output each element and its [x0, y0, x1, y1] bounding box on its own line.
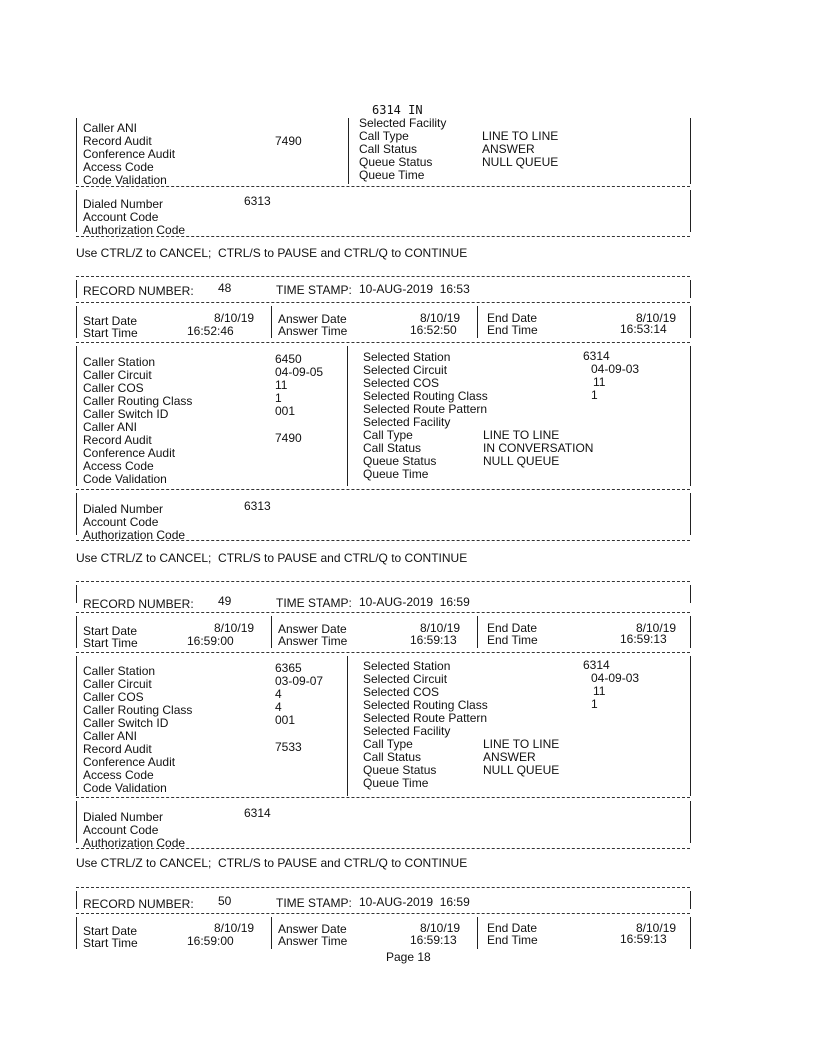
- selected-cos-value: 11: [593, 375, 606, 389]
- selected-cos-label: Selected COS: [363, 685, 440, 699]
- center-divider: [348, 118, 349, 184]
- center-divider: [347, 656, 348, 796]
- record-number-label: RECORD NUMBER:: [83, 897, 194, 911]
- selected-facility-label: Selected Facility: [359, 116, 447, 130]
- caller-routing-class-value: 1: [275, 391, 282, 405]
- caller-cos-value: 11: [275, 378, 288, 392]
- record-number-label: RECORD NUMBER:: [83, 597, 194, 611]
- authorization-code-label: Authorization Code: [83, 223, 186, 237]
- column-divider: [271, 306, 272, 338]
- record-audit-label: Record Audit: [83, 134, 152, 148]
- caller-switch-id-value: 001: [275, 713, 296, 727]
- answer-time-value: 16:59:13: [410, 633, 457, 647]
- center-divider: [347, 346, 348, 486]
- call-type-label: Call Type: [363, 428, 413, 442]
- selected-station-value: 6314: [583, 349, 610, 363]
- right-border: [690, 917, 691, 949]
- queue-time-label: Queue Time: [363, 467, 429, 481]
- caller-station-label: Caller Station: [83, 664, 156, 678]
- record-number-label: RECORD NUMBER:: [83, 284, 194, 298]
- column-divider: [271, 616, 272, 648]
- queue-status-label: Queue Status: [363, 454, 437, 468]
- queue-status-label: Queue Status: [363, 763, 437, 777]
- divider: [76, 581, 690, 582]
- caller-station-value: 6365: [275, 661, 302, 675]
- start-date-value: 8/10/19: [214, 921, 255, 935]
- conference-audit-label: Conference Audit: [83, 446, 176, 460]
- answer-date-value: 8/10/19: [420, 621, 461, 635]
- page-number: Page 18: [386, 950, 431, 964]
- caller-routing-class-label: Caller Routing Class: [83, 394, 193, 408]
- call-status-label: Call Status: [363, 441, 422, 455]
- record-audit-label: Record Audit: [83, 742, 152, 756]
- ctrl-message: Use CTRL/Z to CANCEL; CTRL/S to PAUSE and CTRL/Q to CONTINUE: [76, 246, 468, 260]
- start-date-label: Start Date: [83, 624, 138, 638]
- account-code-label: Account Code: [83, 210, 159, 224]
- record-audit-value: 7490: [275, 431, 302, 445]
- partial-header-line: 6314 IN: [372, 103, 423, 117]
- queue-time-label: Queue Time: [359, 168, 425, 182]
- answer-time-value: 16:59:13: [410, 933, 457, 947]
- account-code-label: Account Code: [83, 823, 159, 837]
- call-status-value: ANSWER: [483, 750, 536, 764]
- caller-switch-id-label: Caller Switch ID: [83, 407, 169, 421]
- caller-station-value: 6450: [275, 352, 302, 366]
- answer-time-label: Answer Time: [278, 934, 348, 948]
- left-border: [76, 801, 77, 843]
- end-time-value: 16:59:13: [620, 932, 667, 946]
- caller-cos-label: Caller COS: [83, 690, 144, 704]
- divider: [76, 612, 690, 613]
- authorization-code-label: Authorization Code: [83, 836, 186, 850]
- start-time-value: 16:59:00: [187, 634, 234, 648]
- record-number-value: 50: [218, 894, 232, 908]
- column-divider: [477, 306, 478, 338]
- selected-routing-class-label: Selected Routing Class: [363, 389, 488, 403]
- start-time-value: 16:59:00: [187, 934, 234, 948]
- access-code-label: Access Code: [83, 459, 154, 473]
- call-type-value: LINE TO LINE: [482, 129, 559, 143]
- divider: [76, 342, 690, 343]
- selected-circuit-value: 04-09-03: [591, 671, 640, 685]
- answer-date-value: 8/10/19: [420, 921, 461, 935]
- start-date-value: 8/10/19: [214, 311, 255, 325]
- dialed-number-value: 6314: [244, 806, 271, 820]
- queue-time-label: Queue Time: [363, 776, 429, 790]
- time-stamp-value: 10-AUG-2019 16:53: [359, 282, 470, 296]
- caller-ani-label: Caller ANI: [83, 420, 138, 434]
- record-audit-label: Record Audit: [83, 433, 152, 447]
- dialed-number-value: 6313: [244, 194, 271, 208]
- code-validation-label: Code Validation: [83, 472, 167, 486]
- caller-routing-class-value: 4: [275, 700, 282, 714]
- divider: [76, 276, 690, 277]
- selected-circuit-value: 04-09-03: [591, 362, 640, 376]
- start-date-value: 8/10/19: [214, 621, 255, 635]
- dialed-number-label: Dialed Number: [83, 502, 164, 516]
- time-stamp-value: 10-AUG-2019 16:59: [359, 895, 470, 909]
- right-border: [690, 118, 691, 184]
- time-stamp-label: TIME STAMP:: [276, 896, 352, 910]
- call-type-value: LINE TO LINE: [483, 737, 560, 751]
- end-time-label: End Time: [487, 323, 538, 337]
- dialed-number-value: 6313: [244, 499, 271, 513]
- selected-circuit-label: Selected Circuit: [363, 363, 448, 377]
- right-border: [690, 190, 691, 232]
- left-border: [76, 346, 77, 486]
- answer-time-label: Answer Time: [278, 634, 348, 648]
- code-validation-label: Code Validation: [83, 781, 167, 795]
- caller-switch-id-value: 001: [275, 404, 296, 418]
- left-border: [76, 891, 77, 909]
- selected-station-value: 6314: [583, 658, 610, 672]
- answer-date-value: 8/10/19: [420, 311, 461, 325]
- start-date-label: Start Date: [83, 924, 138, 938]
- end-time-label: End Time: [487, 633, 538, 647]
- divider: [76, 186, 690, 187]
- caller-routing-class-label: Caller Routing Class: [83, 703, 193, 717]
- right-border: [690, 346, 691, 486]
- end-time-label: End Time: [487, 933, 538, 947]
- divider: [76, 652, 690, 653]
- right-border: [690, 656, 691, 796]
- access-code-label: Access Code: [83, 160, 154, 174]
- column-divider: [271, 917, 272, 949]
- call-type-label: Call Type: [359, 129, 409, 143]
- right-border: [690, 306, 691, 338]
- conference-audit-label: Conference Audit: [83, 147, 176, 161]
- left-border: [76, 118, 77, 184]
- start-time-value: 16:52:46: [187, 324, 234, 338]
- left-border: [76, 585, 77, 603]
- divider: [76, 236, 690, 237]
- conference-audit-label: Conference Audit: [83, 755, 176, 769]
- column-divider: [477, 917, 478, 949]
- answer-date-label: Answer Date: [278, 622, 347, 636]
- left-border: [76, 280, 77, 298]
- end-date-label: End Date: [487, 311, 538, 325]
- caller-cos-value: 4: [275, 687, 282, 701]
- selected-facility-label: Selected Facility: [363, 415, 451, 429]
- left-border: [76, 190, 77, 232]
- answer-date-label: Answer Date: [278, 312, 347, 326]
- divider: [76, 887, 690, 888]
- right-border: [690, 891, 691, 909]
- queue-status-value: NULL QUEUE: [483, 454, 560, 468]
- call-type-label: Call Type: [363, 737, 413, 751]
- selected-circuit-label: Selected Circuit: [363, 672, 448, 686]
- selected-route-pattern-label: Selected Route Pattern: [363, 402, 488, 416]
- code-validation-label: Code Validation: [83, 173, 167, 187]
- caller-circuit-value: 03-09-07: [275, 674, 324, 688]
- authorization-code-label: Authorization Code: [83, 528, 186, 542]
- time-stamp-label: TIME STAMP:: [276, 283, 352, 297]
- column-divider: [477, 616, 478, 648]
- divider: [76, 848, 690, 849]
- start-time-label: Start Time: [83, 326, 138, 340]
- left-border: [76, 306, 77, 338]
- end-date-value: 8/10/19: [636, 311, 677, 325]
- caller-cos-label: Caller COS: [83, 381, 144, 395]
- answer-time-value: 16:52:50: [410, 323, 457, 337]
- selected-route-pattern-label: Selected Route Pattern: [363, 711, 488, 725]
- right-border: [690, 585, 691, 603]
- record-number-value: 49: [218, 594, 232, 608]
- caller-ani-label: Caller ANI: [83, 729, 138, 743]
- left-border: [76, 917, 77, 949]
- call-status-label: Call Status: [363, 750, 422, 764]
- call-type-value: LINE TO LINE: [483, 428, 560, 442]
- answer-date-label: Answer Date: [278, 922, 347, 936]
- queue-status-value: NULL QUEUE: [482, 155, 559, 169]
- right-border: [690, 801, 691, 843]
- ctrl-message: Use CTRL/Z to CANCEL; CTRL/S to PAUSE and CTRL/Q to CONTINUE: [76, 551, 468, 565]
- account-code-label: Account Code: [83, 515, 159, 529]
- selected-station-label: Selected Station: [363, 659, 451, 673]
- left-border: [76, 616, 77, 648]
- selected-routing-class-value: 1: [591, 697, 598, 711]
- end-date-value: 8/10/19: [636, 921, 677, 935]
- record-number-value: 48: [218, 281, 232, 295]
- caller-ani-label: Caller ANI: [83, 121, 138, 135]
- dialed-number-label: Dialed Number: [83, 810, 164, 824]
- access-code-label: Access Code: [83, 768, 154, 782]
- right-border: [690, 280, 691, 298]
- ctrl-message: Use CTRL/Z to CANCEL; CTRL/S to PAUSE and CTRL/Q to CONTINUE: [76, 856, 468, 870]
- dialed-number-label: Dialed Number: [83, 197, 164, 211]
- selected-cos-label: Selected COS: [363, 376, 440, 390]
- divider: [76, 489, 690, 490]
- caller-circuit-label: Caller Circuit: [83, 677, 152, 691]
- caller-station-label: Caller Station: [83, 355, 156, 369]
- divider: [76, 302, 690, 303]
- caller-circuit-value: 04-09-05: [275, 365, 324, 379]
- right-border: [690, 493, 691, 535]
- left-border: [76, 493, 77, 535]
- divider: [76, 913, 690, 914]
- time-stamp-value: 10-AUG-2019 16:59: [359, 595, 470, 609]
- left-border: [76, 656, 77, 796]
- caller-switch-id-label: Caller Switch ID: [83, 716, 169, 730]
- right-border: [690, 616, 691, 648]
- record-audit-value: 7533: [275, 740, 302, 754]
- start-date-label: Start Date: [83, 314, 138, 328]
- end-date-label: End Date: [487, 921, 538, 935]
- selected-facility-label: Selected Facility: [363, 724, 451, 738]
- queue-status-label: Queue Status: [359, 155, 433, 169]
- divider: [76, 540, 690, 541]
- start-time-label: Start Time: [83, 636, 138, 650]
- end-time-value: 16:53:14: [620, 322, 667, 336]
- selected-routing-class-label: Selected Routing Class: [363, 698, 488, 712]
- end-time-value: 16:59:13: [620, 632, 667, 646]
- caller-circuit-label: Caller Circuit: [83, 368, 152, 382]
- end-date-value: 8/10/19: [636, 621, 677, 635]
- time-stamp-label: TIME STAMP:: [276, 596, 352, 610]
- call-status-value: IN CONVERSATION: [483, 441, 594, 455]
- selected-routing-class-value: 1: [591, 388, 598, 402]
- queue-status-value: NULL QUEUE: [483, 763, 560, 777]
- call-status-label: Call Status: [359, 142, 418, 156]
- end-date-label: End Date: [487, 621, 538, 635]
- selected-station-label: Selected Station: [363, 350, 451, 364]
- divider: [76, 797, 690, 798]
- start-time-label: Start Time: [83, 936, 138, 950]
- answer-time-label: Answer Time: [278, 324, 348, 338]
- call-status-value: ANSWER: [482, 142, 535, 156]
- record-audit-value: 7490: [275, 134, 302, 148]
- selected-cos-value: 11: [593, 684, 606, 698]
